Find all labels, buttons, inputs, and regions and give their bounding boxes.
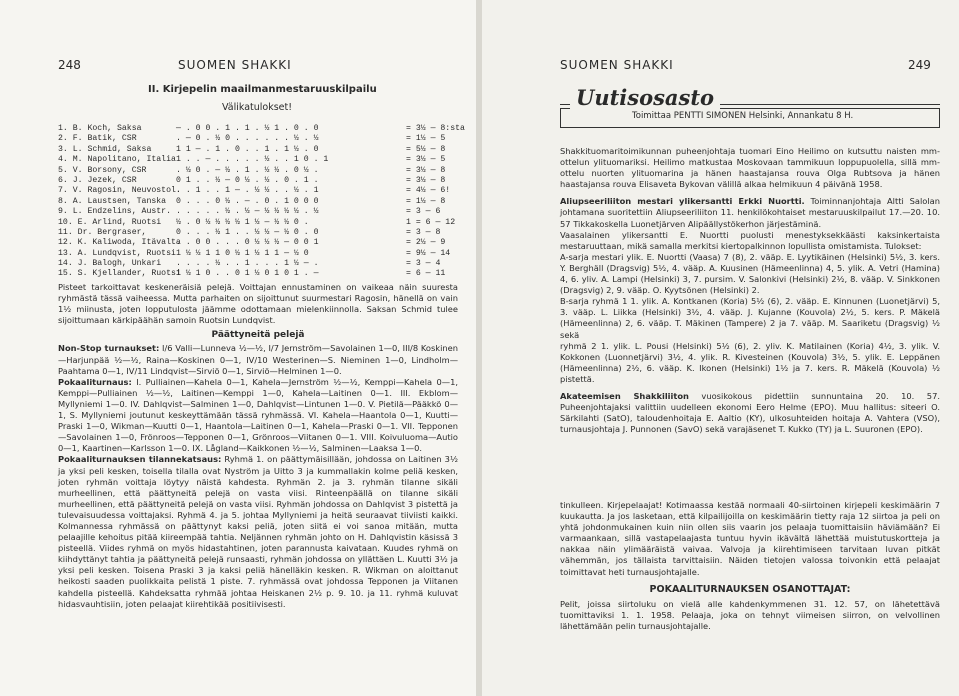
standings-total: = 3½ — 8 — [406, 165, 446, 175]
standings-total: = 1½ — 5 — [406, 134, 446, 144]
standings-name: 1. B. Koch, Saksa — [58, 124, 142, 133]
final-paragraph: Pelit, joissa siirtoluku on vielä alle kahdenkymmenen 31. 12. 57, on lähetettävä tuomittaviksi 1. 1. 1958. Pelaaja, joka on tehnyt viimeisen siirron, on velvollinen lähettämään pelin turnausjohtajalle. — [560, 598, 940, 631]
pokaali-participants-heading: POKAALITURNAUKSEN OSANOTTAJAT: — [649, 583, 851, 595]
standings-scores: . . . . . ½ . ½ — ½ ½ ½ ½ . ½ — [176, 207, 319, 217]
left-body — [58, 282, 458, 610]
table-row — [58, 134, 458, 144]
kirjepelaajat-paragraph: tinkulleen. Kirjepelaajat! Kotimaassa kestää normaali 40-siirtoinen kirjepeli keskimäärin 7 kuukautta. Ja jos lasketaan, että kilpailijoilla on keskimäärin tietty raja 12 siirtoa ja peli on yhtä johdonmukainen kuin niin ollen siis vaarin jos pelaaja tuomittaisiin häviämään? Ei varmaankaan, sillä vastapelaajasta tuntuu hyvin ikävältä lähettää muistutuskortteja ja nakkaa näin ylimääräistä vaivaa. Valvoja ja kiirehtimiseen tarvitaan luvan pitkät vähemmän, jos tällaista tarvittaisiin. Näiden tietojen valossa toivonkin että pelaajat toimittavat heti turnausjohtajalle. — [560, 500, 940, 577]
standings-name: 14. J. Balogh, Unkari — [58, 259, 162, 269]
akateeminen-label: Akateemisen Shakkiliiton — [560, 390, 689, 401]
standings-scores: . . 1 . . 1 — . ½ ½ . . ½ . 1 — [176, 186, 319, 196]
b-series-results-2: ryhmä 2 1. ylik. L. Pousi (Helsinki) 5½ (6), 2. yliv. K. Matilainen (Koria) 4½, 3. ylik. V. Kokkonen (Luonnetjärvi) 3½, 4. ylik. R. Kivesteinen (Kouvola) 3½, 5. ylik. E. Leppänen (Hämeenlinna) 2½, 6. vääp. K. Ikonen (Helsinki) 1½ ja 7. kers. R. Mäkelä (Kouvola) ½ pistettä. — [560, 340, 940, 384]
aliupseeri-label: Aliupseeriliiton mestari ylikersantti Erkki Nuortti. — [560, 196, 805, 207]
after-table-paragraph: Pisteet tarkoittavat keskeneräisiä pelejä. Voittajan ennustaminen on vaikeaa näin suuresta ryhmästä tässä vaiheessa. Mutta parhaiten on sijoittunut suurmestari Ragosin, hänellä on vain 1½ miinusta, joten lopputulosta jäämme odottamaan mielenkiinnolla. Saksan Schmid tulee sijoittumaan kärkipäähän samoin Ruotsin Lundqvist. — [58, 282, 458, 326]
left-running-head: SUOMEN SHAKKI — [178, 58, 292, 72]
b-series-results: B-sarja ryhmä 1 1. ylik. A. Kontkanen (Koria) 5½ (6), 2. vääp. E. Kinnunen (Luonetjärvi) 5, 3. vääp. L. Liikka (Helsinki) 3½, 4. vääp. J. Kujanne (Kouvola) 2½, 5. kers. P. Mäkelä (Hämeenlinna) 2, 6. vääp. T. Mäkinen (Tampere) 2 ja 7. vääp. M. Saariketu (Dragsvig) ½ sekä — [560, 296, 940, 340]
standings-name: 8. A. Laustsen, Tanska — [58, 196, 167, 206]
standings-total: = 1½ — 8 — [406, 196, 446, 206]
standings-name: 13. A. Lundqvist, Ruotsi — [58, 248, 176, 258]
standings-total: = 3 — 6 — [406, 207, 441, 217]
heading-finished-games: Päättyneitä pelejä — [211, 330, 305, 341]
right-body-bottom — [560, 500, 940, 632]
table-row — [58, 176, 458, 186]
left-page-number: 248 — [58, 58, 81, 72]
column-editor: Toimittaa PENTTI SIMONEN Helsinki, Annankatu 8 H. — [632, 111, 854, 121]
table-row — [58, 259, 458, 269]
standings-scores: 1 ½ 1 0 . . 0 1 ½ 0 1 0 1 . — — [176, 269, 319, 279]
standings-total: = 3½ — 8:sta — [406, 124, 465, 133]
nonstop-text: I/6 Valli—Lunneva ½—½, I/7 Jernström—Savolainen 1—0, III/8 Koskinen—Harjunpää ½—½, Raina—Koskinen 0—1, IV/10 Westerinen—S. Nieminen 1—0, Lindholm—Paahtama 0—1, IV/11 Lindqvist—Sirviö 0—1, Sirviö—Helminen 1—0. — [58, 343, 458, 376]
standings-table — [58, 124, 465, 280]
standings-scores: . . 0 0 . . . 0 ½ ½ ½ — 0 0 1 — [176, 238, 319, 248]
nonstop-paragraph — [58, 343, 458, 376]
standings-scores: . . . . ½ . . 1 . . . 1 ½ — . — [176, 259, 319, 269]
table-row — [58, 207, 458, 217]
table-row — [58, 145, 458, 155]
standings-scores: . — 0 . ½ 0 . . . . . . ½ . ½ — [176, 134, 319, 144]
standings-total: = 9½ — 14 — [406, 248, 451, 258]
table-row — [58, 238, 458, 248]
tilanne-text: Ryhmä 1. on päättymäisillään, johdossa on Laitinen 3½ ja yksi peli kesken, toisella tilalla ovat Nyström ja Uitto 3 ja kummallakin kolme peliä kesken, joten ryhmän voittaja löytyy näistä kahdesta. Ryhmän 2. ja 3. ryhmän tilanne sikäli murheellinen, että päättyneitä pelejä on vasta viisi. Rinteenpäällä on tilanne sikäli murheellinen, että päättyneitä pelejä on vasta viisi. Ryhmän johdossa on Dahlqvist 3 pistettä ja tulevaisuudessa voittajaksi. Ryhmä 4. ja 5. johtaa Myllyniemi ja heitä seuraavat tiiviisti kaikki. Kolmannessa ryhmässä on päättynyt kaksi peliä, joten siitä ei voi sanoa mitään, mutta pelaajille kehoitus pitää kiireempää tahtia. Neljännen ryhmän johto on H. Dahlqvistin käsissä 3 pisteellä. Viides ryhmä on myös hidastahtinen, joten parannusta kaivataan. Kuudes ryhmä on kiihdyttänyt tahtia ja päättyneitä pelejä runsaasti, ryhmän johdossa on yllättäen L. Kuutti 3½ ja yksi peli kesken. Toisena Praski 3 ja kaksi peliä hänelläkin kesken. R. Wikman on aloittanut heikosti saaden puolikkaita pelistä 1 piste. 7. ryhmässä ovat johdossa Tepponen ja Viitanen kahdella pisteellä. Kahdeksatta ryhmää johtaa Heiskanen 2½ p. 9. 10. ja 11. ryhmä kuluvat hidasvauhtisiin, joten pelaajat kiirehtikää positiivisesti. — [58, 454, 458, 609]
subtitle: Välikatulokset! — [222, 102, 293, 113]
tilanne-label: Pokaaliturnauksen tilannekatsaus: — [58, 454, 222, 465]
standings-scores: ½ . 0 ½ ½ ½ ½ 1 ½ — ½ ½ 0 . — [176, 217, 309, 227]
aliupseeri-text: Toiminnanjohtaja Altti Salolan johtamana suoritettiin Aliupseeriliiton 11. henkilökohtaiset mestaruuskilpailut 17.—20. 10. 57 Tikkakoskella Luonetjärven Alipäällystökerhon järjestäminä. — [560, 196, 940, 229]
standings-name: 5. V. Borsony, CSR — [58, 165, 147, 175]
standings-name: 3. L. Schmid, Saksa — [58, 144, 152, 154]
standings-name: 7. V. Ragosin, Neuvostol. — [58, 186, 181, 196]
akateeminen-text: vuosikokous pidettiin sunnuntaina 20. 10. 57. Puheenjohtajaksi valittiin uudelleen ekonomi Eero Helme (EPO). Muu hallitus: siteeri O. Särkilahti (SatO), taloudenhoitaja E. Aaltio (KY), ulkosuhteiden hoitaja A. Vahtera (VSO), turnausjohtaja J. Punnonen (SavO) sekä varajäsenet T. Kukko (TY) ja L. Suuronen (EPO). — [560, 390, 941, 435]
pokaali-label: Pokaaliturnaus: — [58, 376, 132, 387]
right-body-top — [560, 146, 940, 435]
standings-total: = 3 — 4 — [406, 259, 441, 269]
nonstop-label: Non-Stop turnaukset: — [58, 343, 160, 354]
standings-total: 1 = 6 — 12 — [406, 217, 456, 227]
table-row — [58, 269, 458, 279]
table-row — [58, 124, 465, 134]
right-running-head: SUOMEN SHAKKI — [560, 58, 674, 72]
standings-scores: 1 1 — . 1 . 0 . . 1 . 1 ½ . 0 — [176, 144, 319, 154]
standings-name: 6. J. Jezek, CSR — [58, 175, 137, 185]
right-page-number: 249 — [908, 58, 931, 72]
standings-total: = 2½ — 9 — [406, 238, 446, 248]
table-row — [58, 228, 458, 238]
standings-scores: 1 . . — . . . . . ½ . . 1 0 . 1 — [176, 155, 329, 165]
standings-total: = 5½ — 8 — [406, 144, 446, 154]
table-row — [58, 155, 458, 165]
table-row — [58, 166, 458, 176]
standings-name: 2. F. Batik, CSR — [58, 134, 137, 144]
standings-scores: 1 ½ ½ 1 1 0 ½ 1 ½ 1 1 — ½ 0 — [176, 248, 309, 258]
a-series-results: A-sarja mestari ylik. E. Nuortti (Vaasa) 7 (8), 2. vääp. E. Lyytikäinen (Helsinki) 5½, 3. kers. Y. Berghäll (Dragsvig) 5½, 4. vääp. A. Kuusinen (Hämeenlinna) 4, 5. ylik. A. Vetri (Hamina) 4, 6. yliv. A. Lampi (Helsinki) 3, 7. pursim. V. Salonkivi (Helsinki) 2½, 8. vääp. V. Sinkkonen (Dragsvig) 2, 9. vääp. O. Kyytsönen (Helsinki) 2. — [560, 251, 940, 296]
table-row — [58, 186, 458, 196]
akateeminen-paragraph — [560, 391, 940, 435]
standings-total: = 3½ — 8 — [406, 175, 446, 185]
standings-total: = 3½ — 5 — [406, 155, 446, 165]
tilanne-paragraph — [58, 454, 458, 609]
standings-total: = 3 — 8 — [406, 227, 441, 237]
table-row — [58, 218, 458, 228]
pokaali-paragraph — [58, 377, 458, 455]
aliupseeri-paragraph-2: Vaasalainen ylikersantti E. Nuortti puolusti menestyksekkäästi kaksinkertaista mestaruuttaan, mikä samalla merkitsi kiertopalkinnon lopullista omistamista. Tulokset: — [560, 229, 940, 251]
standings-name: 4. M. Napolitano, Italia — [58, 155, 176, 165]
standings-scores: . ½ 0 . — ½ . 1 . ½ ½ . 0 ½ . — [176, 165, 319, 175]
column-title: Uutisosasto — [570, 85, 720, 110]
news-heilimo: Shakkituomaritoimikunnan puheenjohtaja tuomari Eino Heilimo on kutsuttu naisten mm-ottelun ylituomariksi. Heilimo matkustaa Moskovaan tammikuun loppupuolella, sillä mm-ottelu nuorten ylituomarina ja hänen haastajansa rouva Olga Rubtsova ja hänen haastajansa rouva Elisaveta Bykovan välillä alkaa helmikuun 4 päivänä 1958. — [560, 146, 940, 190]
section-title: II. Kirjepelin maailmanmestaruuskilpailu — [148, 84, 377, 95]
standings-name: 15. S. Kjellander, Ruotsi — [58, 269, 181, 279]
pokaali-text: I. Pulliainen—Kahela 0—1, Kahela—Jernström ½—½, Kemppi—Kahela 0—1, Kemppi—Pulliainen ½—½, Laitinen—Kemppi 1—0, Kahela—Laitinen 0—1. III. Ekblom—Myllyniemi 1—0. IV. Dahlqvist—Salminen 1—0, Dahlqvist—Lintunen 1—0. V. Pietilä—Pääkkö 0—1, S. Myllyniemi joutunut keskeyttämään tässä ryhmässä. VI. Kahela—Haantola 0—1, Kuutti—Praski 1—0, Wikman—Kuutti 0—1, Haantola—Laitinen 0—1, Kahela—Praski 0—1. VII. Tepponen—Savolainen 1—0, Frönroos—Tepponen 0—1, Grönroos—Viitanen 0—1. VIII. Koivuluoma—Autio 0—1, Kaartinen—Karlsson 1—0. IX. Lågland—Kaikkonen ½—½, Salminen—Laaksa 1—0. — [58, 376, 458, 454]
standings-scores: — . 0 0 . 1 . 1 . ½ 1 . 0 . 0 — [176, 124, 319, 133]
standings-name: 11. Dr. Bergraser, — [58, 227, 147, 237]
standings-total: = 6 — 11 — [406, 269, 446, 279]
aliupseeri-paragraph — [560, 196, 940, 229]
table-row — [58, 249, 458, 259]
standings-scores: 0 . . . ½ 1 . . ½ ½ — ½ 0 . 0 — [176, 227, 319, 237]
standings-name: 9. L. Endzelins, Austr. — [58, 207, 172, 217]
standings-total: = 4½ — 6! — [406, 186, 451, 196]
standings-name: 12. K. Kaliwoda, Itävalta — [58, 238, 181, 248]
standings-scores: 0 . . . 0 ½ . — . 0 . 1 0 0 0 — [176, 196, 319, 206]
standings-name: 10. E. Arlind, Ruotsi — [58, 217, 162, 227]
table-row — [58, 197, 458, 207]
book-gutter — [476, 0, 482, 696]
standings-scores: 0 1 . . ½ — 0 ½ . ½ . 0 . 1 . — [176, 175, 319, 185]
